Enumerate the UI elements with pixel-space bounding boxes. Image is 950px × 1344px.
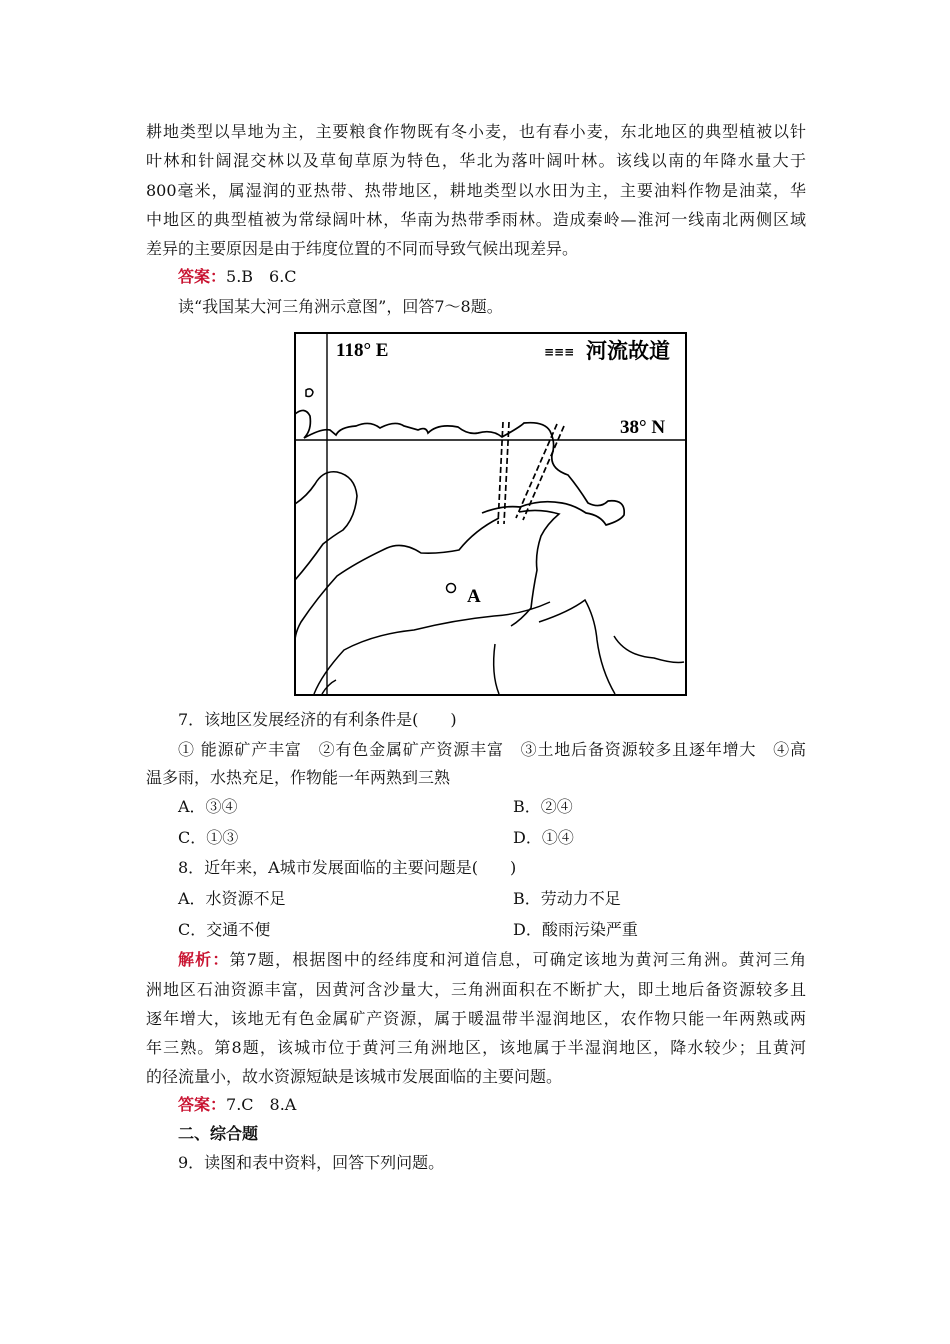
analysis-line-5: 的径流量小，故水资源短缺是该城市发展面临的主要问题。 <box>146 1067 563 1086</box>
analysis-line-1 <box>178 950 806 970</box>
city-a-label: A <box>467 586 481 607</box>
q7-items-line-1: ① 能源矿产丰富 ②有色金属矿产资源丰富 ③土地后备资源较多且逐年增大 ④高 <box>178 740 806 759</box>
q9-stem: 9．读图和表中资料，回答下列问题。 <box>178 1153 445 1172</box>
q7-option-c: C．①③ <box>178 828 239 847</box>
delta-map <box>294 332 688 697</box>
intro-line-5: 差异的主要原因是由于纬度位置的不同而导致气候出现差异。 <box>146 239 579 258</box>
q8-option-d: D．酸雨污染严重 <box>513 920 638 939</box>
analysis-text-1: 第7题，根据图中的经纬度和河道信息，可确定该地为黄河三角洲。黄河三角 <box>229 950 806 969</box>
q8-option-b: B．劳动力不足 <box>513 889 621 908</box>
analysis-line-3: 逐年增大，该地无有色金属矿产资源，属于暖温带半湿润地区，农作物只能一年两熟或两 <box>146 1009 806 1028</box>
answer-7-8 <box>178 1095 296 1115</box>
legend-symbol: ≡≡≡ <box>544 345 575 359</box>
answer-label-2: 答案： <box>178 1095 227 1114</box>
answer-5-6 <box>178 267 297 287</box>
q8-option-a: A．水资源不足 <box>178 889 286 908</box>
q8-option-c: C．交通不便 <box>178 920 271 939</box>
q7-option-b: B．②④ <box>513 797 573 816</box>
intro-line-1: 耕地类型以旱地为主，主要粮食作物既有冬小麦，也有春小麦，东北地区的典型植被以针 <box>146 122 806 141</box>
intro-line-4: 中地区的典型植被为常绿阔叶林，华南为热带季雨林。造成秦岭—淮河一线南北两侧区域 <box>146 210 806 229</box>
answer-text-2: 7.C 8.A <box>226 1095 297 1114</box>
intro-line-3: 800毫米，属湿润的亚热带、热带地区，耕地类型以水田为主，主要油料作物是油菜，华 <box>146 181 806 200</box>
answer-text: 5.B 6.C <box>226 267 297 286</box>
q7-option-d: D．①④ <box>513 828 574 847</box>
q7-option-a: A．③④ <box>178 797 238 816</box>
q8-stem: 8．近年来，A城市发展面临的主要问题是( ) <box>178 858 517 877</box>
read-prompt: 读“我国某大河三角洲示意图”，回答7～8题。 <box>178 297 503 316</box>
analysis-line-2: 洲地区石油资源丰富，因黄河含沙量大，三角洲面积在不断扩大，即土地后备资源较多且 <box>146 980 806 999</box>
answer-label: 答案： <box>178 267 227 286</box>
legend-label: 河流故道 <box>586 339 670 363</box>
analysis-label: 解析： <box>178 950 230 969</box>
intro-line-2: 叶林和针阔混交林以及草甸草原为特色，华北为落叶阔叶林。该线以南的年降水量大于 <box>146 151 806 170</box>
section-title: 二、综合题 <box>178 1124 259 1143</box>
analysis-line-4: 年三熟。第8题，该城市位于黄河三角洲地区，该地属于半湿润地区，降水较少；且黄河 <box>146 1038 806 1057</box>
latitude-label: 38° N <box>620 417 666 438</box>
q7-stem: 7．该地区发展经济的有利条件是( ) <box>178 710 457 729</box>
city-a-marker <box>447 584 456 593</box>
q7-items-line-2: 温多雨，水热充足，作物能一年两熟到三熟 <box>146 768 451 787</box>
longitude-label: 118° E <box>336 340 389 361</box>
